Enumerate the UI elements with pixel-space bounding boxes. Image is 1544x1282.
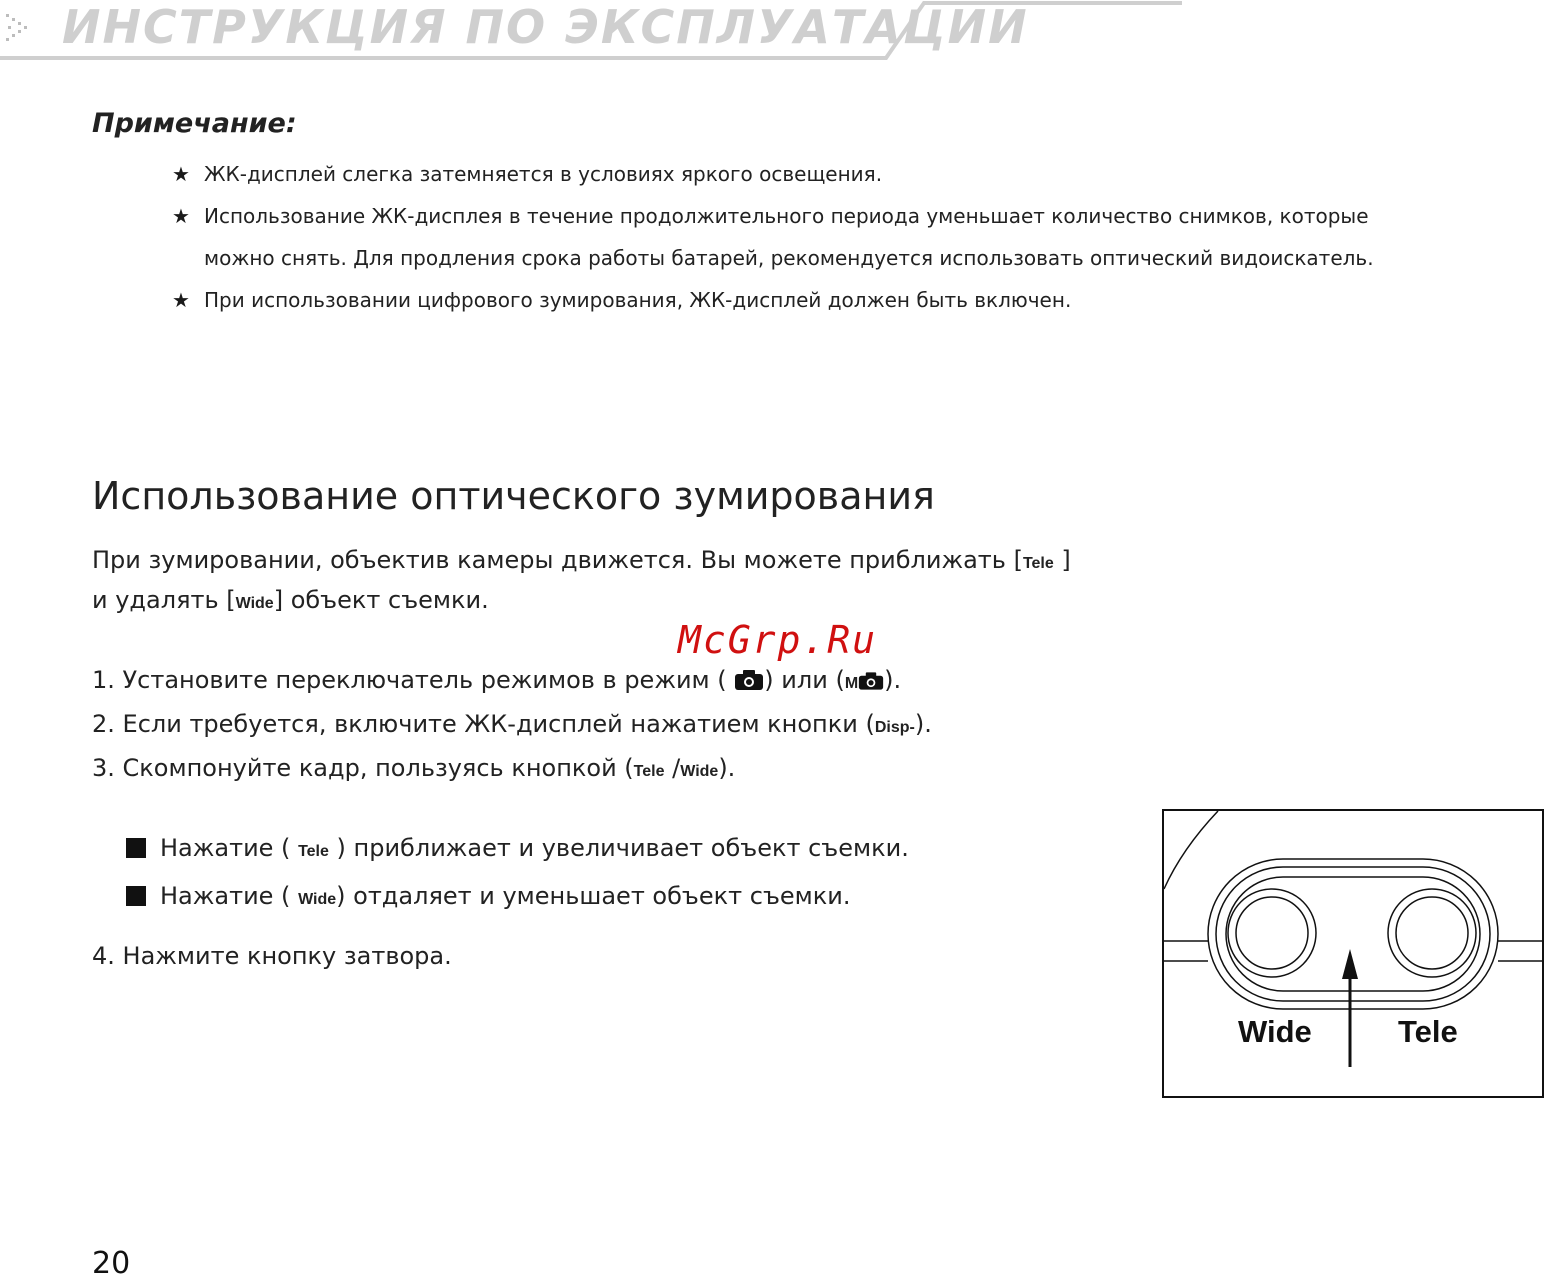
star-icon: ★: [172, 288, 190, 312]
header-dots-icon: [6, 14, 27, 41]
star-icon: ★: [172, 162, 190, 186]
intro-line-1: [92, 546, 1071, 574]
note-item-continued: можно снять. Для продления срока работы батарей, рекомендуется использовать оптический видоискатель.: [204, 246, 1374, 270]
step-text: ) или (: [764, 666, 845, 694]
sub-step-wide: [126, 882, 851, 910]
tele-key-label: Tele: [1022, 555, 1054, 572]
step-text: ) приближает и увеличивает объект съемки.: [336, 834, 909, 862]
step-text: ).: [884, 666, 902, 694]
step-text: 1. Установите переключатель режимов в режим (: [92, 666, 727, 694]
step-2: [92, 710, 932, 738]
square-bullet-icon: [126, 886, 146, 906]
watermark: McGrp.Ru: [678, 618, 878, 662]
section-title: Использование оптического зумирования: [92, 474, 935, 518]
square-bullet-icon: [126, 838, 146, 858]
note-title: Примечание:: [92, 108, 297, 139]
step-text: 2. Если требуется, включите ЖК-дисплей нажатием кнопки (: [92, 710, 875, 738]
wide-key-label: Wide: [680, 763, 719, 780]
camera-icon: [734, 669, 764, 691]
intro-line-2: [92, 586, 489, 614]
note-item: ЖК-дисплей слегка затемняется в условиях яркого освещения.: [204, 162, 883, 186]
wide-label: Wide: [1238, 1014, 1312, 1049]
illustration-frame: [1163, 810, 1543, 1097]
camera-manual-icon: [858, 671, 884, 691]
intro-text: ] объект съемки.: [273, 586, 489, 614]
tele-key-label: Tele: [633, 763, 665, 780]
sub-step-tele: [126, 834, 909, 862]
note-item: Использование ЖК-дисплея в течение продолжительного периода уменьшает количество снимков, которые: [204, 204, 1369, 228]
page-number: 20: [92, 1246, 131, 1281]
step-text: ).: [914, 710, 932, 738]
wide-key-label: Wide: [235, 595, 274, 612]
header-title: ИНСТРУКЦИЯ ПО ЭКСПЛУАТАЦИИ: [62, 0, 1029, 54]
tele-key-label: Tele: [298, 843, 329, 860]
intro-text: При зумировании, объектив камеры движется. Вы можете приближать [: [92, 546, 1023, 574]
step-text: Нажатие (: [160, 882, 291, 910]
step-text: 3. Скомпонуйте кадр, пользуясь кнопкой (: [92, 754, 634, 782]
step-text: ).: [718, 754, 736, 782]
step-text: Нажатие (: [160, 834, 291, 862]
separator: /: [672, 754, 681, 782]
star-icon: ★: [172, 204, 190, 228]
step-text: ) отдаляет и уменьшает объект съемки.: [336, 882, 851, 910]
step-3: [92, 754, 735, 782]
step-4: 4. Нажмите кнопку затвора.: [92, 942, 452, 970]
tele-label: Tele: [1398, 1014, 1458, 1049]
zoom-button-illustration: [1162, 809, 1544, 1098]
step-1: [92, 666, 901, 694]
intro-text: и удалять [: [92, 586, 236, 614]
wide-key-label: Wide: [298, 891, 337, 908]
manual-mode-label: M: [844, 675, 859, 692]
disp-key-label: Disp-: [874, 719, 915, 736]
note-item: При использовании цифрового зумирования, ЖК-дисплей должен быть включен.: [204, 288, 1072, 312]
intro-text: ]: [1053, 546, 1071, 574]
